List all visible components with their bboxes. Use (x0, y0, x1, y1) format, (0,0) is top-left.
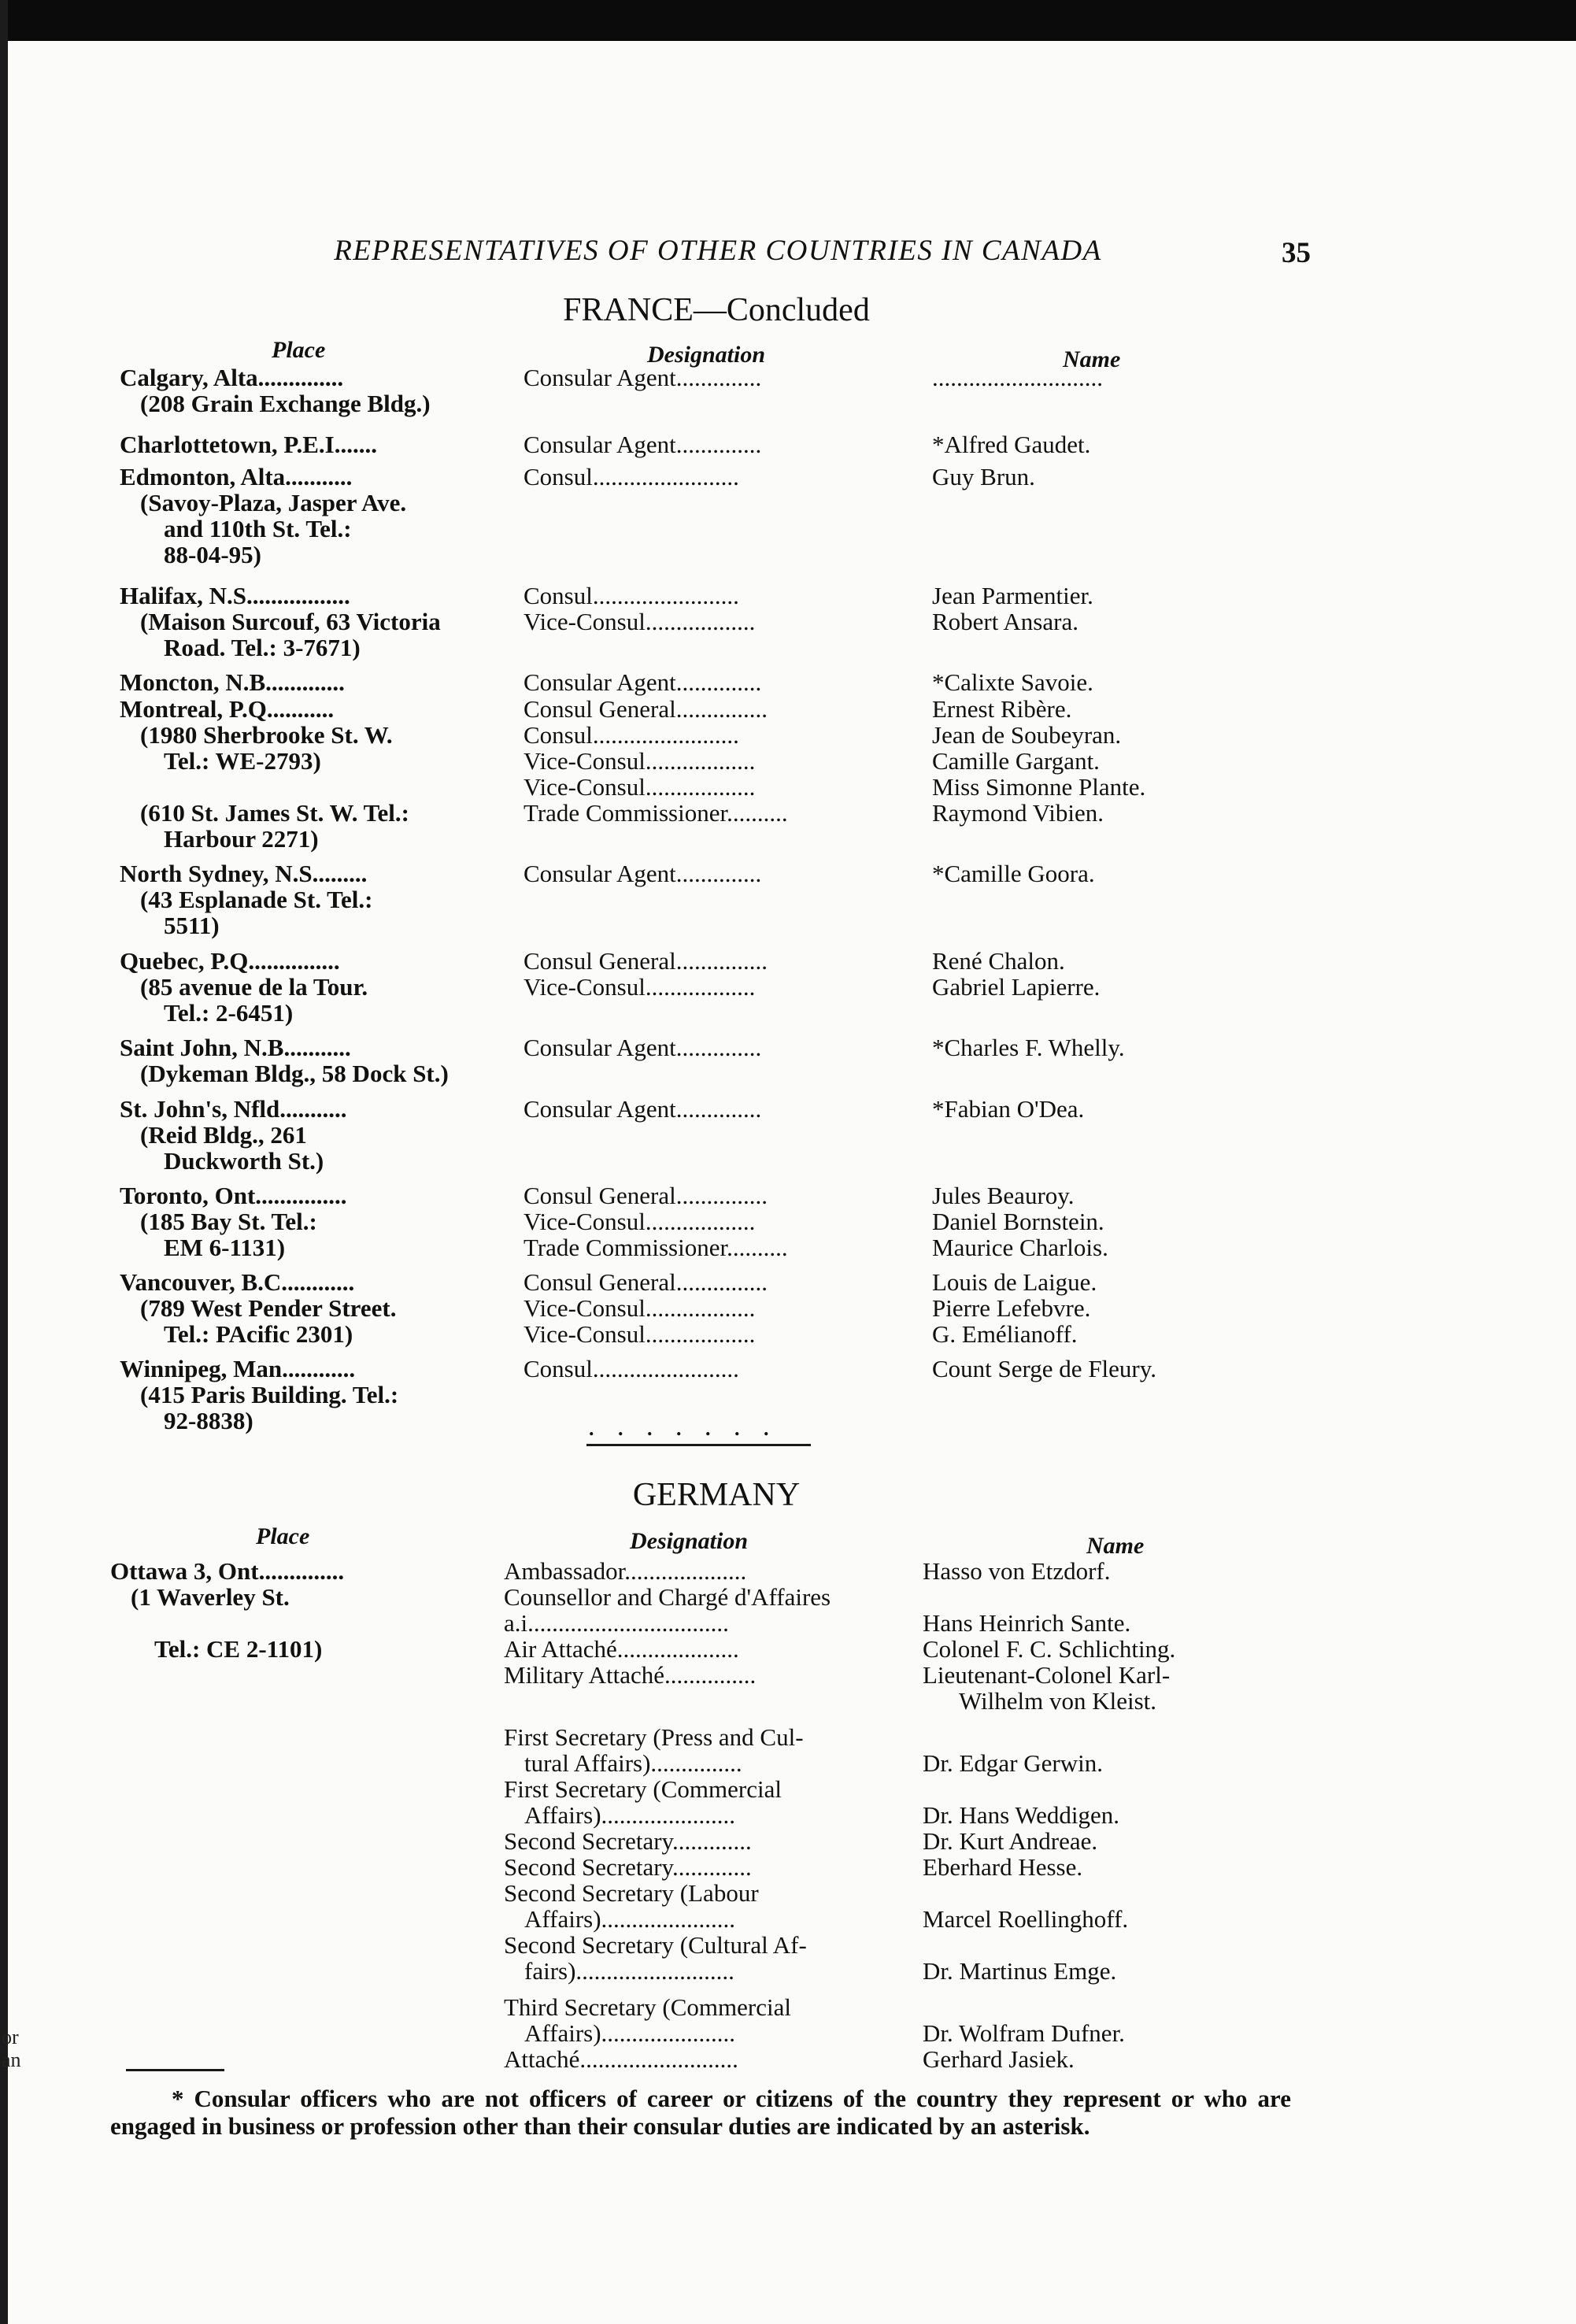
designation-cell: Trade Commissioner.......... (523, 1234, 788, 1261)
place-cell: (415 Paris Building. Tel.: (140, 1381, 399, 1408)
place-cell: Halifax, N.S................. (120, 582, 350, 609)
designation-cell: Consular Agent.............. (523, 431, 762, 458)
designation-cell: Air Attaché.................... (504, 1635, 739, 1663)
designation-cell: Consul General............... (523, 1182, 768, 1209)
place-cell: (43 Esplanade St. Tel.: (140, 886, 373, 913)
name-cell: Louis de Laigue. (932, 1268, 1097, 1296)
place-cell: (Reid Bldg., 261 (140, 1121, 307, 1149)
name-cell: Dr. Edgar Gerwin. (923, 1749, 1103, 1777)
name-cell: Dr. Hans Weddigen. (923, 1801, 1120, 1829)
column-label-name: Name (1063, 346, 1121, 372)
name-cell: Gabriel Lapierre. (932, 973, 1101, 1001)
place-cell: (85 avenue de la Tour. (140, 973, 368, 1001)
designation-cell: Vice-Consul.................. (523, 1294, 756, 1322)
page-number: 35 (1282, 237, 1311, 269)
designation-cell: Ambassador.................... (504, 1557, 747, 1585)
designation-cell: Consul General............... (523, 1268, 768, 1296)
section-title-germany: GERMANY (632, 1477, 801, 1513)
name-cell: Miss Simonne Plante. (932, 773, 1146, 801)
name-cell: Wilhelm von Kleist. (959, 1687, 1157, 1715)
name-cell: *Fabian O'Dea. (932, 1095, 1085, 1123)
name-cell: Raymond Vibien. (932, 799, 1104, 827)
designation-cell: Vice-Consul.................. (523, 747, 756, 775)
name-cell: Dr. Martinus Emge. (923, 1957, 1117, 1985)
place-cell: Tel.: 2-6451) (164, 999, 294, 1027)
name-cell: Maurice Charlois. (932, 1234, 1108, 1261)
designation-cell: Second Secretary (Cultural Af- (504, 1931, 807, 1959)
designation-cell: Consul........................ (523, 721, 739, 749)
designation-cell: First Secretary (Press and Cul- (504, 1723, 804, 1751)
place-cell: (610 St. James St. W. Tel.: (140, 799, 409, 827)
designation-cell: Second Secretary............. (504, 1853, 752, 1881)
place-cell: Tel.: WE-2793) (164, 747, 321, 775)
edge-fragment: an (2, 2048, 21, 2071)
designation-cell: Consular Agent.............. (523, 860, 762, 887)
designation-cell: Consul........................ (523, 1355, 739, 1382)
place-cell: Calgary, Alta.............. (120, 364, 344, 391)
place-cell: EM 6-1131) (164, 1234, 286, 1261)
place-cell: St. John's, Nfld........... (120, 1095, 347, 1123)
place-cell: Tel.: PAcific 2301) (164, 1320, 353, 1348)
place-cell: Winnipeg, Man............ (120, 1355, 356, 1382)
place-cell: 5511) (164, 912, 220, 939)
place-cell: Ottawa 3, Ont.............. (110, 1557, 345, 1585)
name-cell: Dr. Kurt Andreae. (923, 1827, 1098, 1855)
place-cell: (789 West Pender Street. (140, 1294, 397, 1322)
place-cell: (Savoy-Plaza, Jasper Ave. (140, 489, 407, 516)
designation-cell: First Secretary (Commercial (504, 1775, 782, 1803)
place-cell: (185 Bay St. Tel.: (140, 1208, 317, 1235)
place-cell: Edmonton, Alta........... (120, 463, 353, 490)
designation-cell: Affairs)...................... (524, 1905, 736, 1933)
place-cell: Charlottetown, P.E.I....... (120, 431, 377, 458)
name-cell: Hasso von Etzdorf. (923, 1557, 1111, 1585)
column-label-designation: Designation (647, 342, 766, 368)
name-cell: Jean Parmentier. (932, 582, 1093, 609)
section-title-france: FRANCE—Concluded (563, 292, 870, 328)
name-cell: Marcel Roellinghoff. (923, 1905, 1129, 1933)
name-cell: Camille Gargant. (932, 747, 1100, 775)
designation-cell: Vice-Consul.................. (523, 1320, 756, 1348)
designation-cell: Vice-Consul.................. (523, 773, 756, 801)
place-cell: Montreal, P.Q........... (120, 695, 335, 723)
designation-cell: Vice-Consul.................. (523, 1208, 756, 1235)
place-cell: and 110th St. Tel.: (164, 515, 352, 542)
column-label-place: Place (272, 337, 326, 363)
place-cell: Vancouver, B.C............ (120, 1268, 355, 1296)
designation-cell: fairs).......................... (524, 1957, 734, 1985)
place-cell: North Sydney, N.S......... (120, 860, 368, 887)
name-cell: Eberhard Hesse. (923, 1853, 1083, 1881)
place-cell: (Dykeman Bldg., 58 Dock St.) (140, 1060, 449, 1087)
place-cell: Toronto, Ont............... (120, 1182, 347, 1209)
place-cell: Saint John, N.B........... (120, 1034, 351, 1061)
column-label-designation: Designation (630, 1528, 749, 1554)
designation-cell: tural Affairs)............... (524, 1749, 742, 1777)
designation-cell: Affairs)...................... (524, 2019, 736, 2047)
name-cell: *Camille Goora. (932, 860, 1095, 887)
designation-cell: Consular Agent.............. (523, 668, 762, 696)
designation-cell: Consular Agent.............. (523, 1095, 762, 1123)
place-cell: (1 Waverley St. (131, 1583, 290, 1611)
designation-cell: Counsellor and Chargé d'Affaires (504, 1583, 831, 1611)
name-cell: Lieutenant-Colonel Karl- (923, 1661, 1171, 1689)
designation-cell: a.i................................. (504, 1609, 729, 1637)
designation-cell: Attaché.......................... (504, 2045, 738, 2073)
name-cell: Pierre Lefebvre. (932, 1294, 1091, 1322)
name-cell: Jean de Soubeyran. (932, 721, 1122, 749)
name-cell: Ernest Ribère. (932, 695, 1072, 723)
designation-cell: Consul........................ (523, 463, 739, 490)
designation-cell: Vice-Consul.................. (523, 973, 756, 1001)
name-cell: G. Emélianoff. (932, 1320, 1078, 1348)
place-cell: Harbour 2271) (164, 825, 319, 853)
running-title: REPRESENTATIVES OF OTHER COUNTRIES IN CANADA (334, 235, 1102, 267)
designation-cell: Vice-Consul.................. (523, 608, 756, 635)
dotted-ornament: . . . . . . . (589, 1417, 779, 1440)
place-cell: 92-8838) (164, 1407, 253, 1434)
column-label-place: Place (256, 1523, 310, 1549)
name-cell: Dr. Wolfram Dufner. (923, 2019, 1125, 2047)
designation-cell: Consul General............... (523, 947, 768, 975)
name-cell: Gerhard Jasiek. (923, 2045, 1075, 2073)
name-cell: *Alfred Gaudet. (932, 431, 1091, 458)
name-cell: ............................ (932, 364, 1103, 391)
place-cell: (1980 Sherbrooke St. W. (140, 721, 393, 749)
name-cell: Jules Beauroy. (932, 1182, 1075, 1209)
place-cell: Moncton, N.B............. (120, 668, 345, 696)
place-cell: 88-04-95) (164, 541, 261, 568)
name-cell: Robert Ansara. (932, 608, 1078, 635)
designation-cell: Consular Agent.............. (523, 364, 762, 391)
footnote: * Consular officers who are not officers of career or citizens of the country they represent or who are engaged in business or profession other than their consular duties are indicated by an asterisk. (110, 2085, 1291, 2140)
name-cell: Guy Brun. (932, 463, 1035, 490)
name-cell: René Chalon. (932, 947, 1065, 975)
designation-cell: Second Secretary (Labour (504, 1879, 759, 1907)
place-cell: (208 Grain Exchange Bldg.) (140, 390, 431, 417)
name-cell: Count Serge de Fleury. (932, 1355, 1156, 1382)
footnote-rule (126, 2069, 224, 2071)
edge-fragment: or (2, 2026, 19, 2048)
place-cell: (Maison Surcouf, 63 Victoria (140, 608, 441, 635)
name-cell: Colonel F. C. Schlichting. (923, 1635, 1176, 1663)
designation-cell: Military Attaché............... (504, 1661, 757, 1689)
name-cell: Daniel Bornstein. (932, 1208, 1104, 1235)
designation-cell: Consul General............... (523, 695, 768, 723)
designation-cell: Trade Commissioner.......... (523, 799, 788, 827)
place-cell: Quebec, P.Q............... (120, 947, 340, 975)
name-cell: Hans Heinrich Sante. (923, 1609, 1131, 1637)
place-cell: Road. Tel.: 3-7671) (164, 634, 361, 661)
designation-cell: Affairs)...................... (524, 1801, 736, 1829)
place-cell: Tel.: CE 2-1101) (154, 1635, 323, 1663)
name-cell: *Charles F. Whelly. (932, 1034, 1125, 1061)
designation-cell: Second Secretary............. (504, 1827, 752, 1855)
designation-cell: Third Secretary (Commercial (504, 1993, 791, 2021)
place-cell: Duckworth St.) (164, 1147, 324, 1175)
column-label-name: Name (1086, 1533, 1145, 1559)
designation-cell: Consul........................ (523, 582, 739, 609)
name-cell: *Calixte Savoie. (932, 668, 1093, 696)
designation-cell: Consular Agent.............. (523, 1034, 762, 1061)
